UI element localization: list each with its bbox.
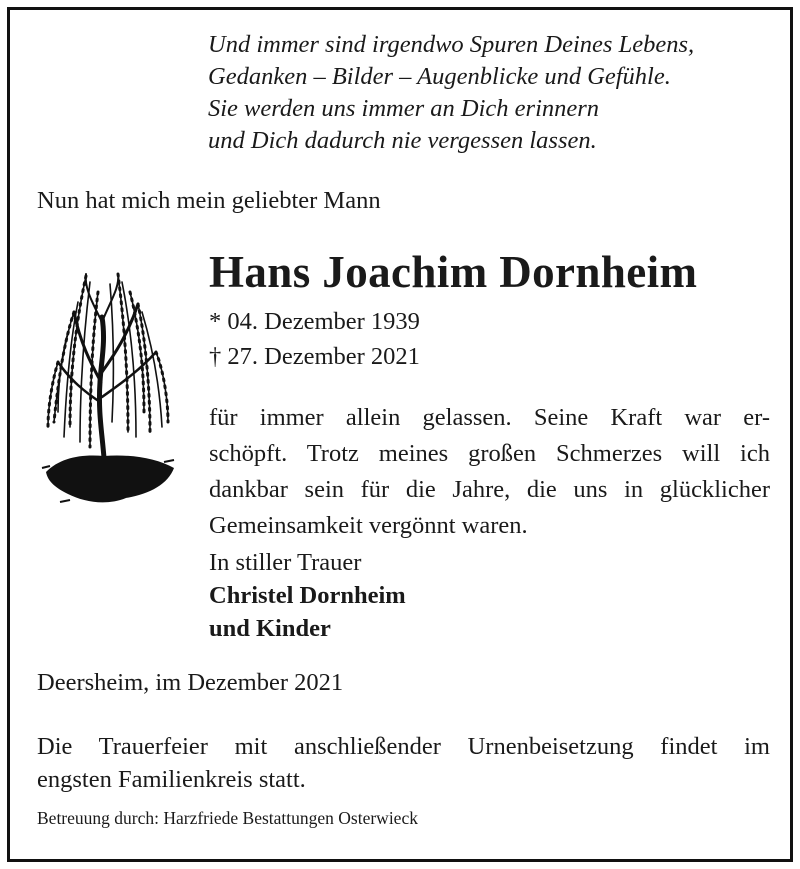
deceased-name: Hans Joachim Dornheim (209, 247, 698, 297)
intro-text: Nun hat mich mein geliebter Mann (37, 187, 381, 214)
body-line: für immer allein gelassen. Seine Kraft war er- (209, 404, 770, 431)
poem-line: Und immer sind irgendwo Spuren Deines Lebens, (208, 31, 695, 58)
ceremony-line: Die Trauerfeier mit anschließender Urnenbeisetzung findet im (37, 733, 770, 760)
funeral-home-credit: Betreuung durch: Harzfriede Bestattungen Osterwieck (37, 808, 418, 828)
life-dates (209, 304, 420, 374)
body-line: dankbar sein für die Jahre, die uns in glücklicher (209, 476, 770, 503)
weeping-willow-icon (40, 262, 176, 512)
ceremony-line: engsten Familienkreis statt. (37, 766, 306, 793)
mourner-name: Christel Dornheim (209, 582, 406, 609)
poem-line: und Dich dadurch nie vergessen lassen. (208, 127, 597, 154)
signature-intro: In stiller Trauer (209, 549, 362, 576)
body-text (209, 400, 770, 544)
mourner-family: und Kinder (209, 615, 331, 642)
obituary-notice (7, 7, 793, 862)
poem-line: Gedanken – Bilder – Augenblicke und Gefühle. (208, 63, 671, 90)
ceremony-notice (37, 730, 770, 796)
memorial-poem (208, 29, 778, 157)
body-line: schöpft. Trotz meines großen Schmerzes will ich (209, 440, 770, 467)
place-date: Deersheim, im Dezember 2021 (37, 669, 344, 696)
birth-date: * 04. Dezember 1939 (209, 308, 420, 335)
poem-line: Sie werden uns immer an Dich erinnern (208, 95, 600, 122)
death-date: † 27. Dezember 2021 (209, 343, 420, 370)
signature-block (209, 546, 406, 645)
body-line: Gemeinsamkeit vergönnt waren. (209, 512, 528, 539)
